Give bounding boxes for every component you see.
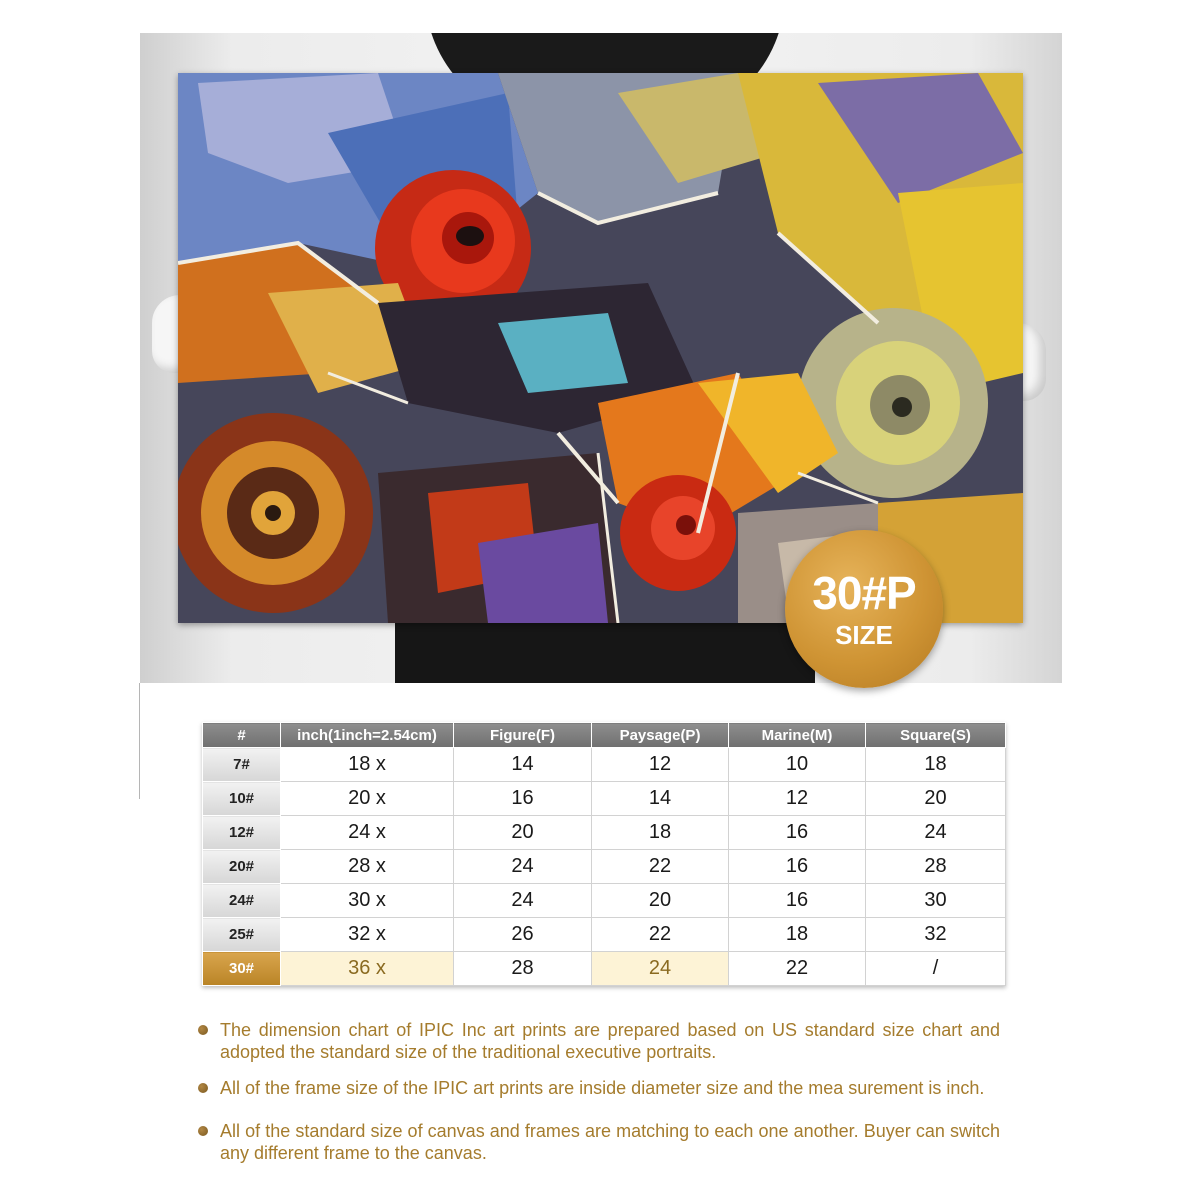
- table-row: [203, 782, 1006, 816]
- badge-size-label: SIZE: [835, 620, 893, 650]
- row-size-code: 20#: [203, 850, 281, 884]
- table-header-row: [203, 723, 1006, 748]
- table-cell: 16: [729, 850, 866, 884]
- table-cell: /: [866, 952, 1006, 986]
- row-size-code: 12#: [203, 816, 281, 850]
- column-header: #: [203, 723, 281, 748]
- column-header: Square(S): [866, 723, 1006, 748]
- table-cell: 24: [454, 884, 592, 918]
- table-cell: 10: [729, 748, 866, 782]
- table-row: [203, 816, 1006, 850]
- table-row: [203, 918, 1006, 952]
- table-cell: 18: [866, 748, 1006, 782]
- column-header: Figure(F): [454, 723, 592, 748]
- size-badge: [785, 530, 943, 688]
- table-cell: 16: [454, 782, 592, 816]
- table-cell: 30: [866, 884, 1006, 918]
- table-cell-highlighted: 36 x: [281, 952, 454, 986]
- table-cell: 32 x: [281, 918, 454, 952]
- note-item: [198, 1077, 1000, 1099]
- table-row: [203, 748, 1006, 782]
- table-cell: 24: [454, 850, 592, 884]
- table-cell: 14: [454, 748, 592, 782]
- note-text: The dimension chart of IPIC Inc art prints are prepared based on US standard size chart and adopted the standard size of the traditional executive portraits.: [220, 1020, 1000, 1062]
- note-text: All of the frame size of the IPIC art prints are inside diameter size and the mea surement is inch.: [220, 1078, 985, 1098]
- row-size-code: 24#: [203, 884, 281, 918]
- table-cell: 12: [729, 782, 866, 816]
- divider-line: [139, 683, 140, 799]
- row-size-code: 10#: [203, 782, 281, 816]
- note-item: [198, 1019, 1000, 1063]
- table-cell: 28: [866, 850, 1006, 884]
- column-header: inch(1inch=2.54cm): [281, 723, 454, 748]
- table-cell: 26: [454, 918, 592, 952]
- table-cell: 28: [454, 952, 592, 986]
- table-cell: 20 x: [281, 782, 454, 816]
- table-cell: 32: [866, 918, 1006, 952]
- table-cell: 20: [454, 816, 592, 850]
- table-cell: 30 x: [281, 884, 454, 918]
- note-text: All of the standard size of canvas and frames are matching to each one another. Buyer can switch any different frame to the canvas.: [220, 1121, 1000, 1163]
- column-header: Marine(M): [729, 723, 866, 748]
- table-cell: 18: [592, 816, 729, 850]
- table-cell: 18: [729, 918, 866, 952]
- row-size-code: 30#: [203, 952, 281, 986]
- gold-dot-icon: [198, 1126, 208, 1136]
- note-item: [198, 1120, 1000, 1164]
- table-cell: 16: [729, 884, 866, 918]
- table-row: [203, 850, 1006, 884]
- table-row-highlighted: [203, 952, 1006, 986]
- table-cell: 24 x: [281, 816, 454, 850]
- table-cell: 22: [729, 952, 866, 986]
- table-cell: 22: [592, 918, 729, 952]
- table-cell: 14: [592, 782, 729, 816]
- gold-dot-icon: [198, 1025, 208, 1035]
- table-cell: 20: [866, 782, 1006, 816]
- table-cell-highlighted: 24: [592, 952, 729, 986]
- size-chart-table: [202, 722, 1006, 986]
- row-size-code: 25#: [203, 918, 281, 952]
- table-cell: 16: [729, 816, 866, 850]
- gold-dot-icon: [198, 1083, 208, 1093]
- table-cell: 24: [866, 816, 1006, 850]
- table-cell: 18 x: [281, 748, 454, 782]
- table-row: [203, 884, 1006, 918]
- badge-size-code: 30#P: [812, 567, 916, 619]
- table-cell: 20: [592, 884, 729, 918]
- table-cell: 12: [592, 748, 729, 782]
- row-size-code: 7#: [203, 748, 281, 782]
- table-cell: 22: [592, 850, 729, 884]
- table-cell: 28 x: [281, 850, 454, 884]
- column-header: Paysage(P): [592, 723, 729, 748]
